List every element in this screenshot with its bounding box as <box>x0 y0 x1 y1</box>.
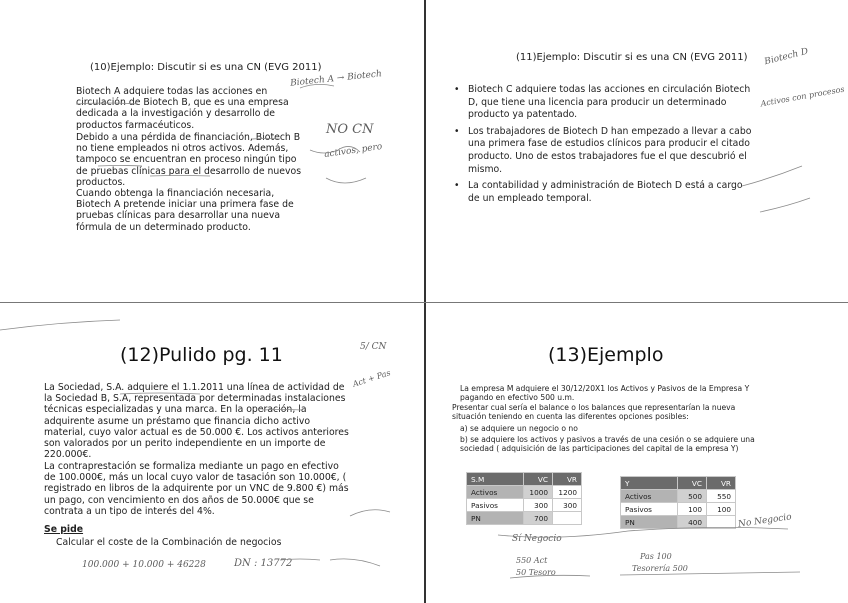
table-cell: 500 <box>678 490 707 503</box>
table-cell: Activos <box>467 486 524 499</box>
slide-10-paragraph-3: Cuando obtenga la financiación necesaria, Biotech A pretende iniciar una primera fase de pruebas clínicas para desarrollar una nueva fórmula de un determinado producto. <box>76 188 294 233</box>
table-cell: 400 <box>678 516 707 529</box>
slide-divider-horizontal <box>0 302 848 303</box>
table-cell: 1000 <box>524 486 553 499</box>
table-cell: PN <box>467 512 524 525</box>
handwritten-result: DN : 13772 <box>234 558 293 569</box>
slide-13-question: Presentar cual sería el balance o los balances que representarían la nueva situación teniendo en cuenta las diferentes opciones posibles: <box>452 403 736 422</box>
slide-10-paragraph-2: Debido a una pérdida de financiación, Biotech B no tiene empleados ni otros activos. Además, tampoco se encuentran en proceso ningún tipo de pruebas clínicas para el desarrollo de nuevos productos. <box>76 132 302 188</box>
slide-13-title: (13)Ejemplo <box>548 344 664 366</box>
slide-13-intro: La empresa M adquiere el 30/12/20X1 los Activos y Pasivos de la Empresa Y pagando en efectivo 500 u.m. <box>460 384 750 403</box>
handwritten-note: Biotech D <box>763 46 810 68</box>
bullet-icon: • <box>454 125 460 137</box>
handwritten-note: Sí Negocio <box>512 534 562 544</box>
handwritten-note: Act + Pas <box>351 368 392 389</box>
handwritten-note: Tesorería 500 <box>632 564 688 573</box>
table-cell: Pasivos <box>467 499 524 512</box>
table-cell: 550 <box>707 490 736 503</box>
bullet-text: Los trabajadores de Biotech D han empezado a llevar a cabo una primera fase de estudios clínicos para producir el citado producto. Uno de estos trabajadores fue el que descubrió el mismo. <box>468 125 752 175</box>
table-cell: PN <box>621 516 678 529</box>
table-header-cell: VC <box>678 477 707 490</box>
slide-13-option-a: a) se adquiere un negocio o no <box>460 424 578 433</box>
handwritten-note: activos, pero <box>323 141 383 161</box>
table-header-cell: VR <box>707 477 736 490</box>
table-header-cell: VR <box>553 473 582 486</box>
slide-13-option-b: b) se adquiere los activos y pasivos a través de una cesión o se adquiere una sociedad ( adquisición de las participaciones del capital de la empresa Y) <box>460 435 755 454</box>
handwritten-note: 550 Act <box>516 556 548 565</box>
bullet-icon: • <box>454 84 460 95</box>
handwritten-note: Biotech A → Biotech <box>289 69 383 89</box>
handwritten-note: Pas 100 <box>640 552 672 561</box>
handwritten-note: NO CN <box>326 122 374 137</box>
table-cell: 100 <box>707 503 736 516</box>
se-pide-heading: Se pide <box>44 524 84 535</box>
table-cell: 700 <box>524 512 553 525</box>
slide-12-paragraph-2: La contraprestación se formaliza mediante un pago en efectivo de 100.000€, más un local cuyo valor de tasación son 10.000€, ( registrado en libros de la adquirente por un VNC de 9.800 €) más un pago, con vencimiento en dos años de 50.000€ que se contrata a un tipo de interés del 4%. <box>44 461 349 517</box>
task-text: Calcular el coste de la Combinación de negocios <box>56 537 282 548</box>
table-cell: 100 <box>678 503 707 516</box>
table-header-cell: Y <box>621 477 678 490</box>
table-cell: 300 <box>553 499 582 512</box>
bullet-text: La contabilidad y administración de Biotech D está a cargo de un empleado temporal. <box>468 180 743 204</box>
table-cell: Activos <box>621 490 678 503</box>
table-header-cell: S.M <box>467 473 524 486</box>
table-cell: 1200 <box>553 486 582 499</box>
slide-10-title: (10)Ejemplo: Discutir si es una CN (EVG 2011) <box>90 62 322 73</box>
slide-10-paragraph-1: Biotech A adquiere todas las acciones en circulación de Biotech B, que es una empresa dedicada a la investigación y desarrollo de productos farmacéuticos. <box>76 86 289 131</box>
bullet-text: Biotech C adquiere todas las acciones en circulación Biotech D, que tiene una licencia para producir un determinado producto ya patentado. <box>468 84 751 121</box>
table-cell: 300 <box>524 499 553 512</box>
table-cell: Pasivos <box>621 503 678 516</box>
slide-11-title: (11)Ejemplo: Discutir si es una CN (EVG 2011) <box>516 52 748 63</box>
handwritten-note: 50 Tesoro <box>516 568 556 577</box>
handwritten-note: Activos con procesos <box>759 84 846 109</box>
handwritten-calculation: 100.000 + 10.000 + 46228 <box>82 560 206 570</box>
slide-12-title: (12)Pulido pg. 11 <box>120 344 283 366</box>
handwritten-note: 5/ CN <box>360 342 387 352</box>
slide-12-paragraph-1: La Sociedad, S.A. adquiere el 1.1.2011 una línea de actividad de la Sociedad B, S.A, representada por determinadas instalaciones técnicas especializadas y una marca. En la operación, la adquirente asume un préstamo que financia dicho activo material, cuyo valor actual es de 50.000 €. Los activos anteriores son valorados por un perito independiente en un importe de 220.000€. <box>44 382 349 461</box>
bullet-icon: • <box>454 180 460 192</box>
table-header-cell: VC <box>524 473 553 486</box>
handwritten-note: No Negocio <box>737 512 793 530</box>
